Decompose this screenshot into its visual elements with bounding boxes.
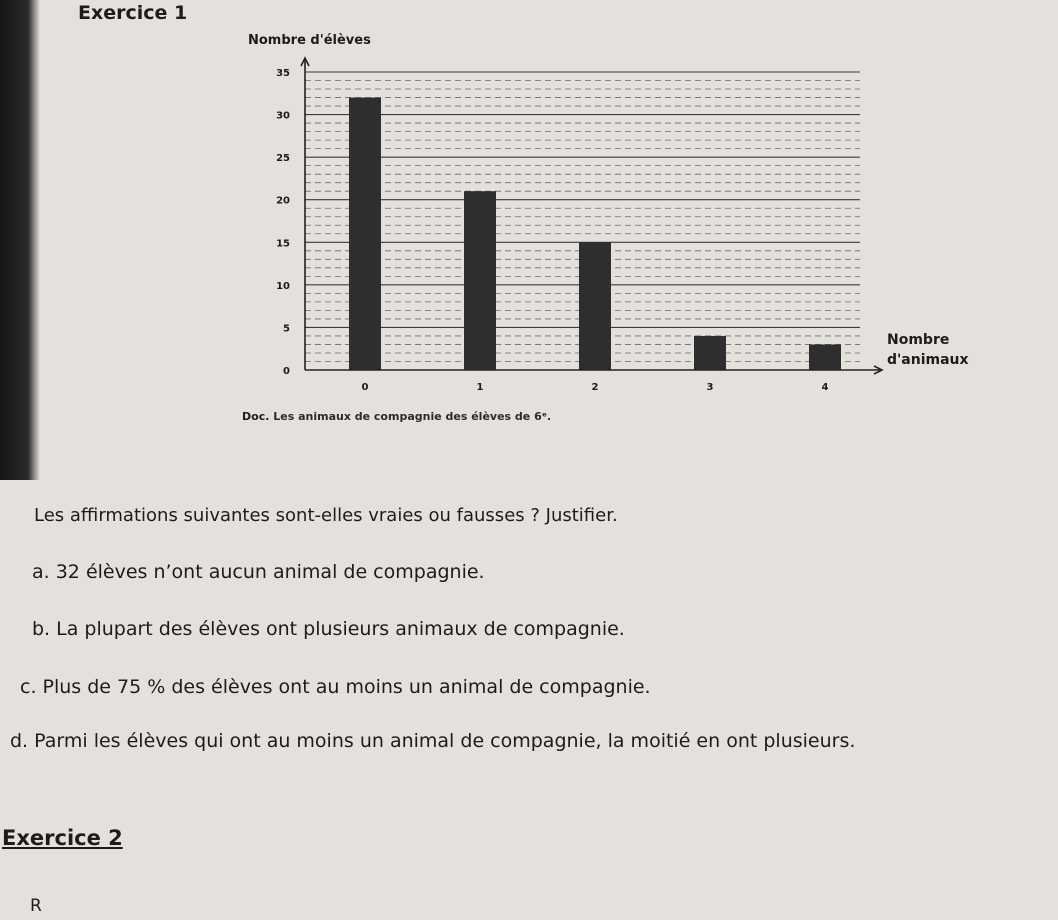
y-tick-label: 25 xyxy=(276,153,290,165)
y-tick-label: 30 xyxy=(276,110,290,122)
statement-b: b. La plupart des élèves ont plusieurs animaux de compagnie. xyxy=(32,618,625,640)
statement-c: c. Plus de 75 % des élèves ont au moins un animal de compagnie. xyxy=(20,676,651,698)
y-tick-labels xyxy=(276,68,290,377)
caption-text: Les animaux de compagnie des élèves de 6ᵉ. xyxy=(273,410,552,423)
bar xyxy=(349,98,381,370)
caption-lead: Doc. xyxy=(242,410,270,423)
x-tick-label: 2 xyxy=(591,382,599,393)
x-axis-label-line1: Nombre xyxy=(887,332,950,348)
question-text: Les affirmations suivantes sont-elles vraies ou fausses ? Justifier. xyxy=(34,505,618,526)
x-tick-label: 1 xyxy=(476,382,484,393)
x-tick-label: 0 xyxy=(361,382,369,393)
y-tick-label: 15 xyxy=(276,238,290,250)
y-tick-label: 10 xyxy=(276,280,290,292)
exercise2-title: Exercice 2 xyxy=(2,826,123,850)
x-axis-label-line2: d'animaux xyxy=(887,352,969,368)
bar xyxy=(694,336,726,370)
statement-d: d. Parmi les élèves qui ont au moins un animal de compagnie, la moitié en ont plusieurs. xyxy=(10,730,856,752)
bar xyxy=(464,191,496,370)
x-tick-label: 3 xyxy=(706,382,714,393)
statement-a: a. 32 élèves n’ont aucun animal de compagnie. xyxy=(32,561,485,583)
x-tick-label: 4 xyxy=(821,382,829,393)
y-tick-label: 20 xyxy=(276,195,290,207)
exercise1-title: Exercice 1 xyxy=(78,2,188,24)
bar-chart-svg xyxy=(240,22,1020,432)
bar-chart xyxy=(240,22,1020,432)
figure-caption xyxy=(242,410,551,423)
y-axis-label: Nombre d'élèves xyxy=(248,33,371,48)
bar xyxy=(809,344,841,370)
y-tick-label: 0 xyxy=(283,366,290,377)
exercise2-text-start: R xyxy=(30,896,42,916)
y-tick-label: 5 xyxy=(283,323,290,335)
bar xyxy=(579,242,611,370)
x-tick-labels xyxy=(362,382,829,393)
y-tick-label: 35 xyxy=(276,68,290,79)
